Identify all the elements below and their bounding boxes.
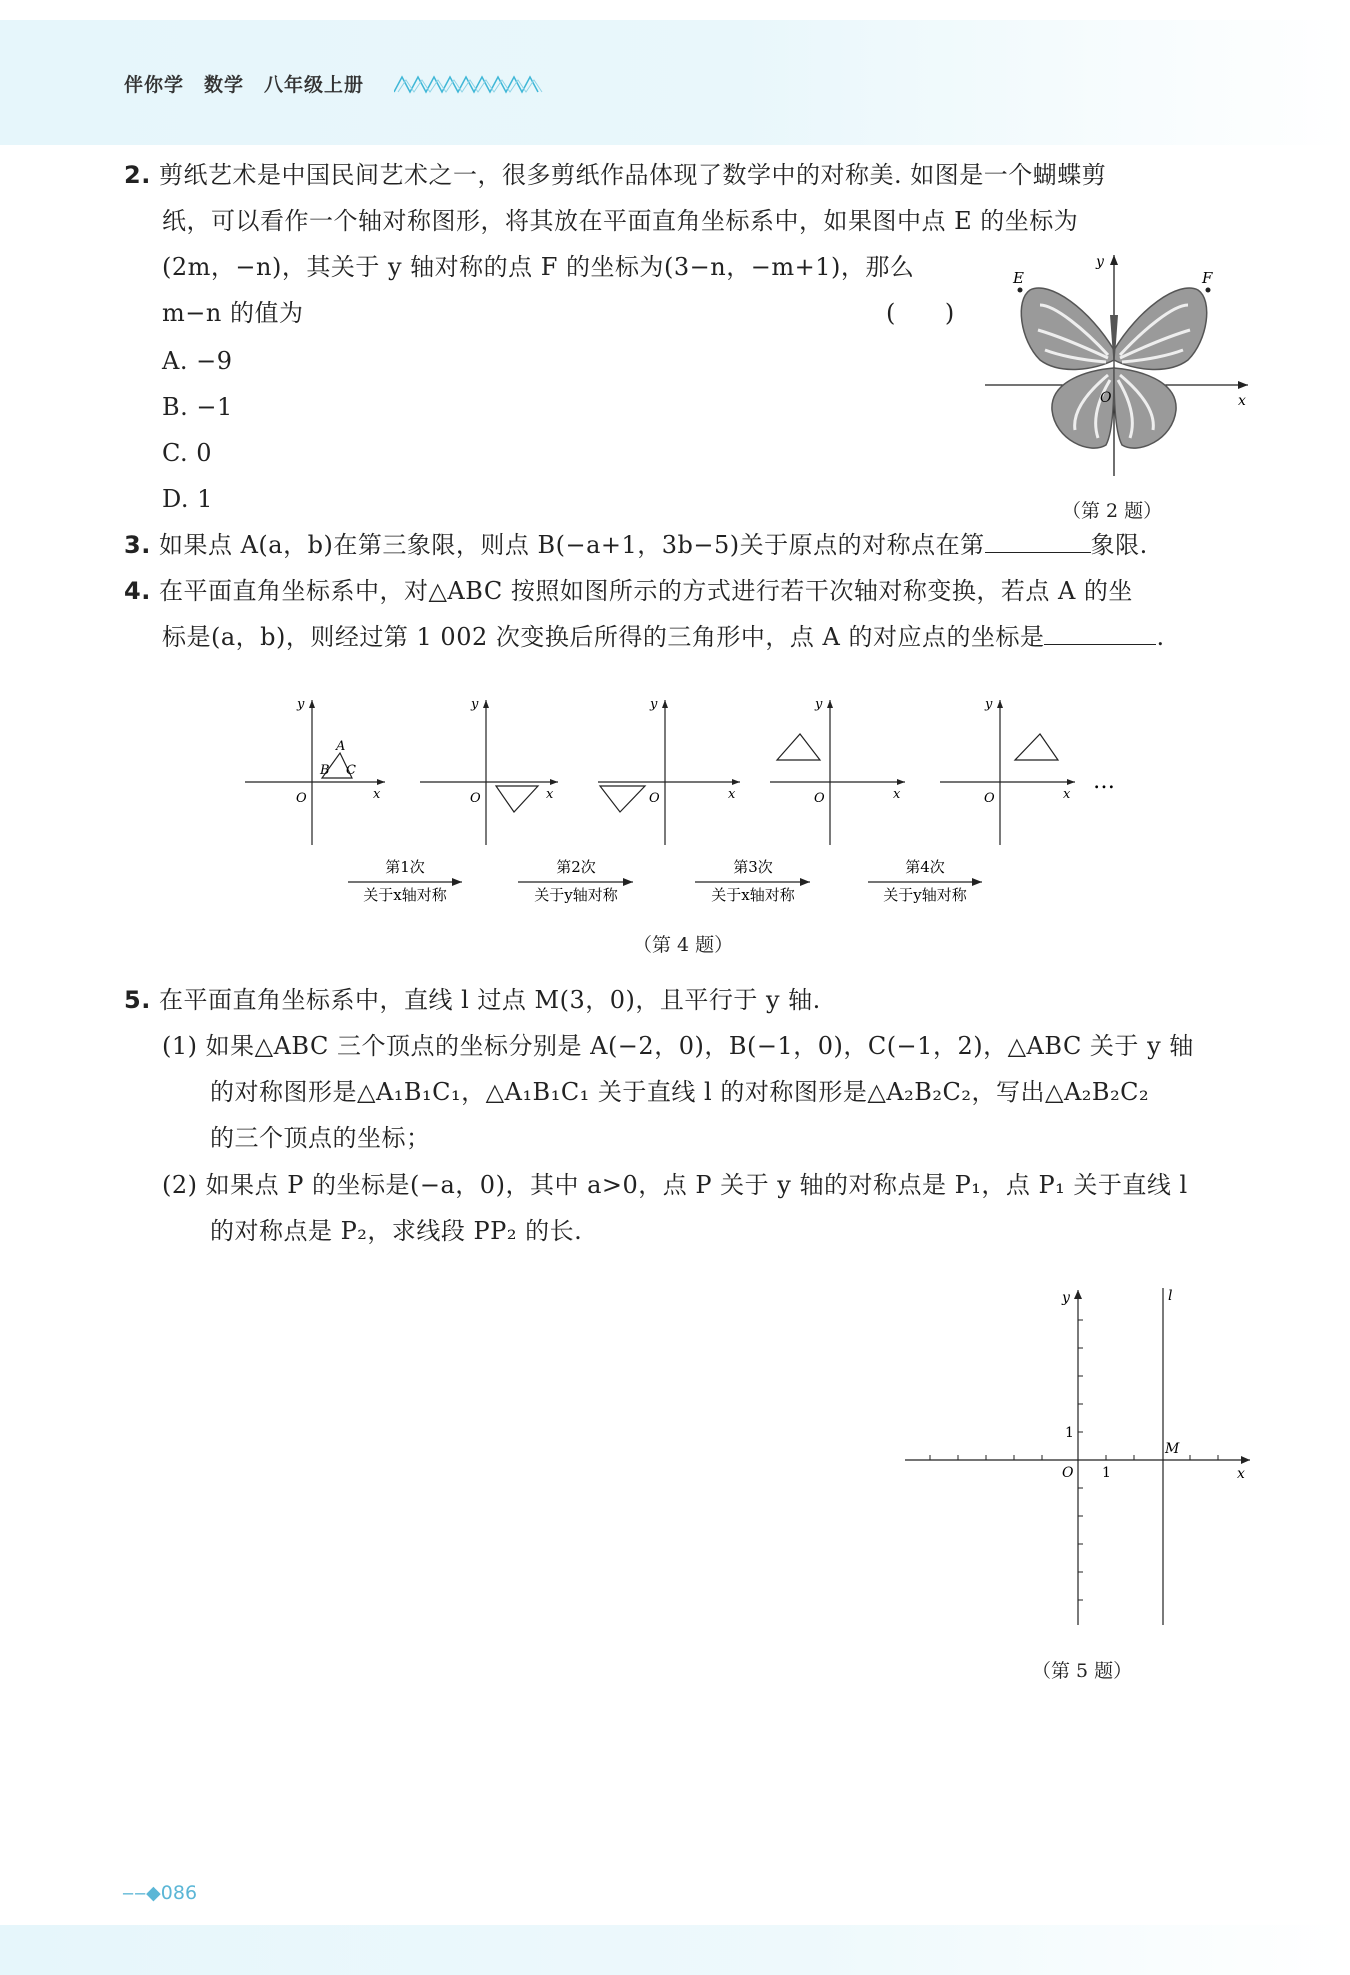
q4-p2-origin-label: O [470, 791, 481, 806]
q4-point-a-label: A [336, 739, 346, 754]
q4-ellipsis: … [1093, 769, 1115, 794]
q4-p3-origin-label: O [649, 791, 660, 806]
point-e-label: E [1013, 269, 1024, 287]
q2-x-label: x [1238, 393, 1246, 409]
q4-text-1: 在平面直角坐标系中，对△ABC 按照如图所示的方式进行若干次轴对称变换，若点 A 的坐 [158, 577, 1133, 605]
q4-point-b-label: B [320, 763, 330, 778]
q4-line-2 [162, 622, 1165, 652]
q4-step2-count: 第2次 [556, 858, 596, 876]
point-f-label: F [1202, 269, 1213, 287]
q2-option-c: C. 0 [162, 439, 213, 467]
q4-caption: （第 4 题） [633, 934, 734, 956]
q4-p5-origin-label: O [984, 791, 995, 806]
q4-step3-count: 第3次 [733, 858, 773, 876]
q4-p3-y-label: y [650, 697, 658, 712]
q5-line-1 [124, 985, 821, 1015]
q5-l-label: l [1168, 1288, 1173, 1304]
q5-part1-line-3: 的三个顶点的坐标； [210, 1124, 431, 1152]
q4-triangle-step3 [777, 734, 820, 760]
q3-number: 3. [124, 531, 151, 559]
q2-line-4: m−n 的值为 [162, 299, 304, 327]
q4-answer-blank[interactable] [1044, 622, 1156, 645]
q4-p5-x-label: x [1063, 787, 1071, 802]
q4-number: 4. [124, 577, 151, 605]
q4-p3-x-label: x [728, 787, 736, 802]
q5-x-label: x [1237, 1466, 1245, 1482]
q2-line-3: (2m，−n)，其关于 y 轴对称的点 F 的坐标为(3−n，−m+1)，那么 [162, 253, 915, 281]
q4-step1-rule: 关于x轴对称 [363, 886, 447, 904]
q4-p1-y-label: y [297, 697, 305, 712]
q2-option-b: B. −1 [162, 393, 233, 421]
q4-text-2: 标是(a，b)，则经过第 1 002 次变换后所得的三角形中，点 A 的对应点的坐标是 [162, 623, 1045, 651]
q4-p2-x-label: x [546, 787, 554, 802]
q3-text-after: 象限. [1090, 531, 1148, 559]
q4-p1-x-label: x [373, 787, 381, 802]
q4-step4-count: 第4次 [905, 858, 945, 876]
footer-band [0, 1925, 1350, 1975]
q4-period: . [1156, 623, 1165, 651]
q2-option-a: A. −9 [162, 347, 233, 375]
q4-p4-x-label: x [893, 787, 901, 802]
q2-line-1 [124, 160, 1106, 190]
q3-text-before: 如果点 A(a，b)在第三象限，则点 B(−a+1，3b−5)关于原点的对称点在第 [158, 531, 985, 559]
q5-y-unit-label: 1 [1065, 1425, 1074, 1441]
page-number-arrow-icon: ‒‒◆ [122, 1882, 161, 1904]
q4-step2-rule: 关于y轴对称 [534, 886, 618, 904]
q2-origin-label: O [1100, 390, 1112, 406]
q4-line-1 [124, 576, 1133, 606]
q5-part1-line-2: 的对称图形是△A₁B₁C₁，△A₁B₁C₁ 关于直线 l 的对称图形是△A₂B₂C₂，写出△A₂B₂C₂ [210, 1078, 1150, 1106]
q2-caption: （第 2 题） [1062, 500, 1163, 522]
q5-part2-line-1: (2) 如果点 P 的坐标是(−a，0)，其中 a>0，点 P 关于 y 轴的对称点是 P₁，点 P₁ 关于直线 l [162, 1171, 1188, 1199]
q2-y-label: y [1096, 254, 1104, 270]
q4-step3-rule: 关于x轴对称 [711, 886, 795, 904]
q2-line-2: 纸，可以看作一个轴对称图形，将其放在平面直角坐标系中，如果图中点 E 的坐标为 [162, 207, 1079, 235]
q4-triangle-step2 [600, 786, 645, 812]
q2-text-1: 剪纸艺术是中国民间艺术之一，很多剪纸作品体现了数学中的对称美. 如图是一个蝴蝶剪 [158, 161, 1107, 189]
q4-triangle-step1 [496, 786, 538, 812]
q4-figure [240, 690, 1140, 910]
page-number-value: 086 [160, 1882, 198, 1904]
q4-point-c-label: C [346, 763, 356, 778]
q2-number: 2. [124, 161, 151, 189]
q4-triangle-step4 [1015, 734, 1058, 760]
q5-text-1: 在平面直角坐标系中，直线 l 过点 M(3，0)，且平行于 y 轴. [158, 986, 821, 1014]
q3-answer-blank[interactable] [985, 530, 1091, 553]
q5-x-unit-label: 1 [1102, 1465, 1111, 1481]
q3-line [124, 530, 1148, 560]
q5-part1-line-1: (1) 如果△ABC 三个顶点的坐标分别是 A(−2，0)，B(−1，0)，C(−1，2)，△ABC 关于 y 轴 [162, 1032, 1194, 1060]
q5-y-label: y [1062, 1290, 1070, 1306]
q4-p5-y-label: y [985, 697, 993, 712]
q5-part2-line-2: 的对称点是 P₂，求线段 PP₂ 的长. [210, 1217, 583, 1245]
q5-figure [900, 1280, 1260, 1640]
q5-number: 5. [124, 986, 151, 1014]
q5-caption: （第 5 题） [1032, 1660, 1133, 1682]
header-title: 伴你学 数学 八年级上册 [124, 74, 365, 96]
q5-origin-label: O [1062, 1465, 1074, 1481]
header-decoration [394, 74, 544, 94]
q4-step4-rule: 关于y轴对称 [883, 886, 967, 904]
q4-p4-y-label: y [815, 697, 823, 712]
q5-point-m-label: M [1165, 1441, 1180, 1457]
butterfly-figure [980, 250, 1250, 480]
q4-p1-origin-label: O [296, 791, 307, 806]
q4-step1-count: 第1次 [385, 858, 425, 876]
q2-answer-bracket: ( ) [886, 299, 955, 327]
q4-p2-y-label: y [471, 697, 479, 712]
q2-option-d: D. 1 [162, 485, 213, 513]
page-number [122, 1882, 197, 1904]
q4-p4-origin-label: O [814, 791, 825, 806]
